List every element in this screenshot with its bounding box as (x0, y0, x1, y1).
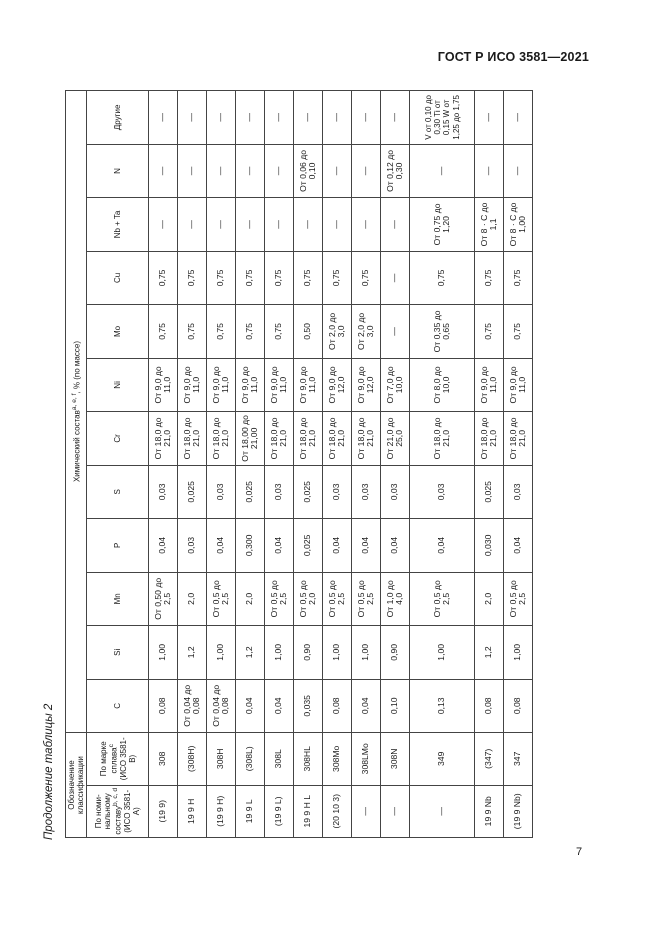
table-cell: 1,00 (207, 626, 236, 679)
table-cell: 0,03 (207, 465, 236, 518)
table-cell: — (323, 91, 352, 145)
table-cell: От 18,0 до 21,0 (149, 412, 178, 465)
table-cell: 2,0 (178, 572, 207, 625)
table-cell: 0,04 (323, 519, 352, 572)
table-cell: 0,04 (352, 519, 381, 572)
table-cell: 1,00 (323, 626, 352, 679)
table-cell: От 0,50 до 2,5 (149, 572, 178, 625)
table-cell: — (410, 785, 475, 837)
table-cell: 0,75 (149, 251, 178, 304)
table-cell: 308H (207, 733, 236, 785)
table-cell: (308L) (236, 733, 265, 785)
table-cell: 0,025 (236, 465, 265, 518)
table-cell: 0,10 (381, 679, 410, 732)
table-cell: От 0,5 до 2,5 (410, 572, 475, 625)
table-cell: От 18,0 до 21,0 (178, 412, 207, 465)
table-cell: 0,04 (149, 519, 178, 572)
alloy-standard: (ИСО 3581-В) (118, 737, 137, 781)
table-cell: 0,08 (323, 679, 352, 732)
element-header: S (87, 465, 149, 518)
table-cell: 308HL (294, 733, 323, 785)
chemical-label: Химический состав (72, 410, 82, 483)
table-row (294, 91, 323, 838)
table-cell: — (207, 198, 236, 251)
chemical-footnote-ref: a, e, f (70, 393, 78, 411)
table-cell: От 8,0 до 10,0 (410, 358, 475, 411)
table-cell: От 0,5 до 2,5 (207, 572, 236, 625)
table-cell: От 0,5 до 2,5 (504, 572, 533, 625)
chemical-composition-table (65, 90, 533, 838)
table-cell: 0,025 (294, 519, 323, 572)
table-cell: 0,75 (236, 251, 265, 304)
table-cell: 0,025 (178, 465, 207, 518)
table-cell: 0,75 (475, 251, 504, 304)
table-cell: 0,08 (149, 679, 178, 732)
table-cell: 1,2 (475, 626, 504, 679)
table-cell: 1,00 (265, 626, 294, 679)
table-cell: От 9,0 до 11,0 (504, 358, 533, 411)
table-cell: 0,75 (236, 305, 265, 358)
table-cell: От 0,5 до 2,0 (294, 572, 323, 625)
table-cell: 0,04 (207, 519, 236, 572)
table-row (149, 91, 178, 838)
table-cell: От 8 · C до 1,00 (504, 198, 533, 251)
nominal-composition-header (87, 785, 149, 837)
element-header: Cu (87, 251, 149, 304)
table-cell: — (475, 144, 504, 197)
table-cell: 2,0 (475, 572, 504, 625)
table-cell: (19 9 H) (207, 785, 236, 837)
table-cell: 0,75 (410, 251, 475, 304)
element-header: Другие (87, 91, 149, 145)
table-cell: 1,00 (504, 626, 533, 679)
table-caption: Продолжение таблицы 2 (43, 703, 55, 840)
table-cell: От 0,12 до 0,30 (381, 144, 410, 197)
table-cell: 0,75 (207, 251, 236, 304)
table-cell: От 9,0 до 11,0 (475, 358, 504, 411)
table-cell: От 18,0 до 21,0 (207, 412, 236, 465)
table-cell: 0,035 (294, 679, 323, 732)
table-cell: 0,03 (381, 465, 410, 518)
table-cell: 0,08 (504, 679, 533, 732)
table-cell: 0,08 (475, 679, 504, 732)
table-cell: От 9,0 до 11,0 (178, 358, 207, 411)
table-cell: — (352, 144, 381, 197)
table-cell: — (178, 144, 207, 197)
table-cell: — (504, 144, 533, 197)
table-cell: 0,04 (352, 679, 381, 732)
table-cell: 308 (149, 733, 178, 785)
table-cell: — (381, 251, 410, 304)
table-cell: (19 9 Nb) (504, 785, 533, 837)
table-cell: От 1,0 до 4,0 (381, 572, 410, 625)
table-cell: 0,75 (352, 251, 381, 304)
table-cell: 0,03 (265, 465, 294, 518)
rotated-table-container (65, 90, 584, 838)
table-cell: 1,00 (410, 626, 475, 679)
table-cell: 308Mo (323, 733, 352, 785)
table-row (323, 91, 352, 838)
alloy-label: По марке сплава (98, 741, 119, 777)
table-cell: 0,03 (410, 465, 475, 518)
table-cell: 1,00 (352, 626, 381, 679)
table-cell: 0,04 (504, 519, 533, 572)
table-cell: — (381, 198, 410, 251)
table-cell: 308L (265, 733, 294, 785)
table-row (475, 91, 504, 838)
table-cell: От 9,0 до 11,0 (236, 358, 265, 411)
table-cell: 347 (504, 733, 533, 785)
table-row (236, 91, 265, 838)
table-cell: От 0,5 до 2,5 (352, 572, 381, 625)
table-cell: (308H) (178, 733, 207, 785)
table-cell: От 9,0 до 12,0 (352, 358, 381, 411)
table-cell: — (236, 198, 265, 251)
table-cell: 19 9 L (236, 785, 265, 837)
table-cell: 0,03 (149, 465, 178, 518)
standard-header: ГОСТ Р ИСО 3581—2021 (437, 50, 589, 64)
table-cell: 0,50 (294, 305, 323, 358)
table-cell: — (265, 91, 294, 145)
table-row (410, 91, 475, 838)
table-body (149, 91, 533, 838)
table-cell: От 9,0 до 12,0 (323, 358, 352, 411)
table-cell: — (207, 144, 236, 197)
table-cell: — (352, 785, 381, 837)
table-cell: — (475, 91, 504, 145)
table-cell: — (149, 198, 178, 251)
table-cell: 0,025 (294, 465, 323, 518)
table-cell: — (381, 305, 410, 358)
table-cell: От 18,0 до 21,0 (475, 412, 504, 465)
table-cell: (20 10 3) (323, 785, 352, 837)
table-cell: V от 0,10 до 0,30 Ti от 0,15 W от 1,25 до 1,75 (410, 91, 475, 145)
table-cell: 0,04 (265, 519, 294, 572)
table-cell: От 2,0 до 3,0 (323, 305, 352, 358)
table-cell: 0,75 (475, 305, 504, 358)
table-cell: От 9,0 до 11,0 (265, 358, 294, 411)
table-cell: 0,04 (265, 679, 294, 732)
table-cell: 19 9 H (178, 785, 207, 837)
table-cell: (19 9 L) (265, 785, 294, 837)
nominal-label: По номи-нальному составу (94, 793, 124, 835)
table-cell: — (149, 91, 178, 145)
table-cell: — (504, 91, 533, 145)
table-cell: От 9,0 до 11,0 (149, 358, 178, 411)
table-cell: 1,00 (149, 626, 178, 679)
table-cell: 0,75 (265, 251, 294, 304)
table-cell: От 9,0 до 11,0 (207, 358, 236, 411)
table-cell: 0,300 (236, 519, 265, 572)
table-cell: 0,04 (410, 519, 475, 572)
table-head (66, 91, 149, 838)
element-header: Mn (87, 572, 149, 625)
table-cell: 2,0 (236, 572, 265, 625)
element-header: Ni (87, 358, 149, 411)
table-cell: 0,03 (352, 465, 381, 518)
nominal-footnote-ref: b, c, d (112, 787, 120, 807)
table-cell: 0,75 (149, 305, 178, 358)
element-header: Nb + Ta (87, 198, 149, 251)
table-cell: От 0,04 до 0,08 (207, 679, 236, 732)
table-cell: От 0,06 до 0,10 (294, 144, 323, 197)
table-cell: 0,75 (265, 305, 294, 358)
table-cell: От 7,0 до 10,0 (381, 358, 410, 411)
table-cell: 0,75 (504, 251, 533, 304)
table-cell: От 2,0 до 3,0 (352, 305, 381, 358)
table-cell: — (352, 91, 381, 145)
table-cell: От 0,5 до 2,5 (323, 572, 352, 625)
element-header: C (87, 679, 149, 732)
table-cell: 0,90 (381, 626, 410, 679)
table-cell: От 18,0 до 21,0 (294, 412, 323, 465)
table-row (265, 91, 294, 838)
element-header: Mo (87, 305, 149, 358)
table-cell: — (323, 198, 352, 251)
table-cell: 0,90 (294, 626, 323, 679)
chemical-unit: , % (по массе) (72, 341, 82, 394)
table-cell: 0,04 (236, 679, 265, 732)
table-cell: От 18,0 до 21,0 (323, 412, 352, 465)
table-cell: — (352, 198, 381, 251)
alloy-footnote-ref: c (107, 744, 115, 748)
chemical-group-header (66, 91, 87, 733)
table-cell: 1,2 (178, 626, 207, 679)
element-header: Si (87, 626, 149, 679)
table-cell: 0,03 (178, 519, 207, 572)
table-row (207, 91, 236, 838)
table-cell: От 18,0 до 21,0 (504, 412, 533, 465)
element-header: N (87, 144, 149, 197)
element-header: Cr (87, 412, 149, 465)
table-cell: 308N (381, 733, 410, 785)
alloy-grade-header (87, 733, 149, 785)
table-cell: От 9,0 до 11,0 (294, 358, 323, 411)
table-cell: — (178, 91, 207, 145)
table-cell: — (294, 198, 323, 251)
table-cell: — (323, 144, 352, 197)
table-cell: От 18,0 до 21,0 (265, 412, 294, 465)
table-cell: От 8 · C до 1,1 (475, 198, 504, 251)
table-row (178, 91, 207, 838)
table-cell: — (410, 144, 475, 197)
table-cell: — (381, 91, 410, 145)
table-cell: От 18,00 до 21,00 (236, 412, 265, 465)
table-cell: — (149, 144, 178, 197)
table-cell: 0,13 (410, 679, 475, 732)
table-cell: 0,025 (475, 465, 504, 518)
element-header: P (87, 519, 149, 572)
table-row (381, 91, 410, 838)
table-cell: От 0,04 до 0,08 (178, 679, 207, 732)
table-cell: (19 9) (149, 785, 178, 837)
table-cell: 0,75 (294, 251, 323, 304)
table-cell: — (381, 785, 410, 837)
table-cell: От 0,75 до 1,20 (410, 198, 475, 251)
table-cell: — (178, 198, 207, 251)
table-cell: От 0,35 до 0,65 (410, 305, 475, 358)
table-cell: 0,03 (323, 465, 352, 518)
table-cell: 0,030 (475, 519, 504, 572)
page-number: 7 (576, 846, 583, 858)
table-cell: 0,75 (207, 305, 236, 358)
table-cell: От 18,0 до 21,0 (352, 412, 381, 465)
table-cell: 308LMo (352, 733, 381, 785)
table-cell: От 18,0 до 21,0 (410, 412, 475, 465)
table-cell: — (236, 144, 265, 197)
table-cell: — (294, 91, 323, 145)
table-cell: 0,75 (323, 251, 352, 304)
table-cell: — (265, 198, 294, 251)
classification-group-header: Обозначение классификации (66, 733, 87, 838)
table-cell: 1,2 (236, 626, 265, 679)
table-cell: — (265, 144, 294, 197)
table-cell: (347) (475, 733, 504, 785)
nominal-standard: (ИСО 3581-А) (123, 789, 142, 833)
table-cell: 0,75 (504, 305, 533, 358)
table-cell: От 21,0 до 25,0 (381, 412, 410, 465)
table-row (352, 91, 381, 838)
table-cell: 19 9 Nb (475, 785, 504, 837)
table-cell: 0,75 (178, 305, 207, 358)
table-cell: — (236, 91, 265, 145)
table-cell: — (207, 91, 236, 145)
table-cell: От 0,5 до 2,5 (265, 572, 294, 625)
table-cell: 19 9 H L (294, 785, 323, 837)
table-cell: 349 (410, 733, 475, 785)
table-cell: 0,75 (178, 251, 207, 304)
table-cell: 0,03 (504, 465, 533, 518)
table-row (504, 91, 533, 838)
table-cell: 0,04 (381, 519, 410, 572)
